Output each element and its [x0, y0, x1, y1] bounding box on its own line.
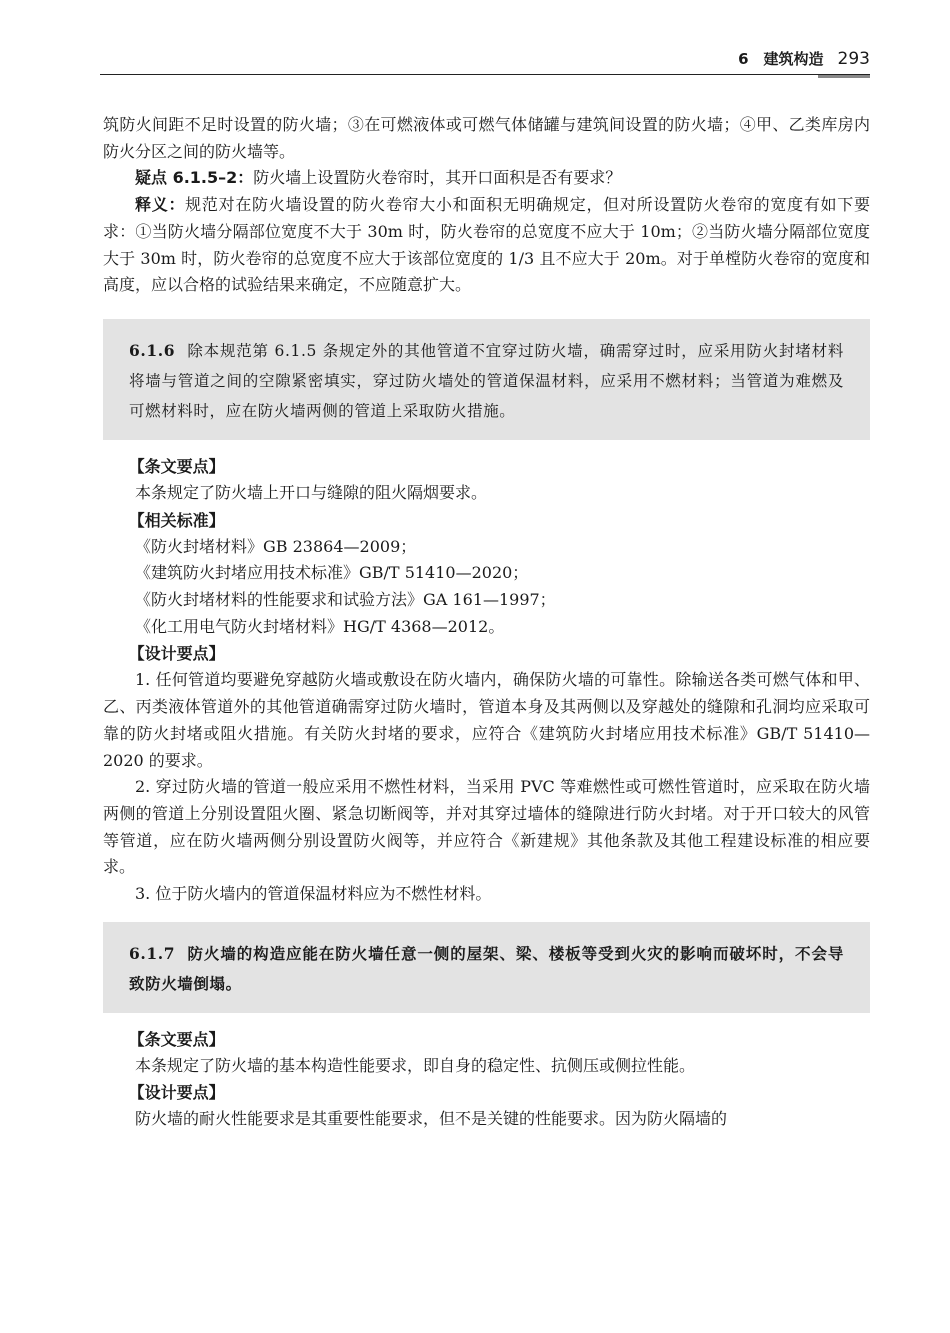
page-header	[100, 48, 870, 78]
clause-number: 6.1.7	[129, 943, 176, 963]
clause-6-1-6-box	[103, 319, 870, 440]
standard-item: 《防火封堵材料的性能要求和试验方法》GA 161—1997；	[135, 590, 556, 610]
chapter-title: 6 建筑构造	[738, 50, 824, 68]
key-points-text: 本条规定了防火墙上开口与缝隙的阻火隔烟要求。	[135, 482, 488, 502]
header-right	[738, 48, 870, 69]
design-point: 1. 任何管道均要避免穿越防火墙或敷设在防火墙内，确保防火墙的可靠性。除输送各类可燃气体和甲、乙、丙类液体管道外的其他管道确需穿过防火墙时，管道本身及其两侧以及穿越处的缝隙和孔洞均应采取可靠的防火封堵或阻火措施。有关防火封堵的要求，应符合《建筑防火封堵应用技术标准》GB/T 51410—2020 的要求。	[103, 670, 870, 770]
question-label: 疑点 6.1.5–2：	[135, 168, 254, 188]
key-points-heading: 【条文要点】	[128, 1029, 225, 1049]
design-heading: 【设计要点】	[128, 1083, 225, 1103]
design-heading: 【设计要点】	[128, 644, 225, 664]
standard-item: 《化工用电气防火封堵材料》HG/T 4368—2012。	[135, 616, 505, 636]
key-points-text: 本条规定了防火墙的基本构造性能要求，即自身的稳定性、抗侧压或侧拉性能。	[135, 1055, 696, 1075]
answer-label: 释义：	[135, 195, 186, 215]
question-text: 防火墙上设置防火卷帘时，其开口面积是否有要求？	[253, 168, 622, 188]
standard-item: 《建筑防火封堵应用技术标准》GB/T 51410—2020；	[135, 563, 529, 583]
design-point: 2. 穿过防火墙的管道一般应采用不燃性材料，当采用 PVC 等难燃性或可燃性管道时，应采取在防火墙两侧的管道上分别设置阻火圈、紧急切断阀等，并对其穿过墙体的缝隙进行防火封堵。对于开口较大的风管等管道，应在防火墙两侧分别设置防火阀等，并应符合《新建规》其他条款及其他工程建设标准的相应要求。	[103, 777, 870, 877]
header-tick	[818, 75, 870, 78]
page-number: 293	[837, 49, 870, 69]
key-points-heading: 【条文要点】	[128, 456, 225, 476]
standards-heading: 【相关标准】	[128, 510, 225, 530]
question-paragraph	[103, 165, 870, 192]
design-point: 3. 位于防火墙内的管道保温材料应为不燃性材料。	[135, 884, 492, 904]
answer-text: 规范对在防火墙设置的防火卷帘大小和面积无明确规定，但对所设置防火卷帘的宽度有如下要求：①当防火墙分隔部位宽度不大于 30m 时，防火卷帘的总宽度不应大于 10m；②当防火墙分隔部位宽度大于 30m 时，防火卷帘的总宽度不应大于该部位宽度的 1/3 且不应大于 20m。对于单樘防火卷帘的宽度和高度，应以合格的试验结果来确定，不应随意扩大。	[103, 195, 870, 295]
standard-item: 《防火封堵材料》GB 23864—2009；	[135, 536, 417, 556]
clause-text: 防火墙的构造应能在防火墙任意一侧的屋架、梁、楼板等受到火灾的影响而破坏时，不会导致防火墙倒塌。	[129, 943, 844, 993]
clause-number: 6.1.6	[129, 340, 176, 360]
answer-paragraph	[103, 192, 870, 299]
header-rule	[100, 74, 870, 75]
page-content	[103, 112, 870, 1133]
clause-text: 除本规范第 6.1.5 条规定外的其他管道不宜穿过防火墙，确需穿过时，应采用防火封堵材料将墙与管道之间的空隙紧密填实，穿过防火墙处的管道保温材料，应采用不燃材料；当管道为难燃及可燃材料时，应在防火墙两侧的管道上采取防火措施。	[129, 341, 844, 420]
clause-6-1-7-box	[103, 922, 870, 1013]
design-text: 防火墙的耐火性能要求是其重要性能要求，但不是关键的性能要求。因为防火隔墙的	[135, 1109, 728, 1129]
intro-paragraph: 筑防火间距不足时设置的防火墙；③在可燃液体或可燃气体储罐与建筑间设置的防火墙；④甲、乙类库房内防火分区之间的防火墙等。	[103, 115, 870, 161]
